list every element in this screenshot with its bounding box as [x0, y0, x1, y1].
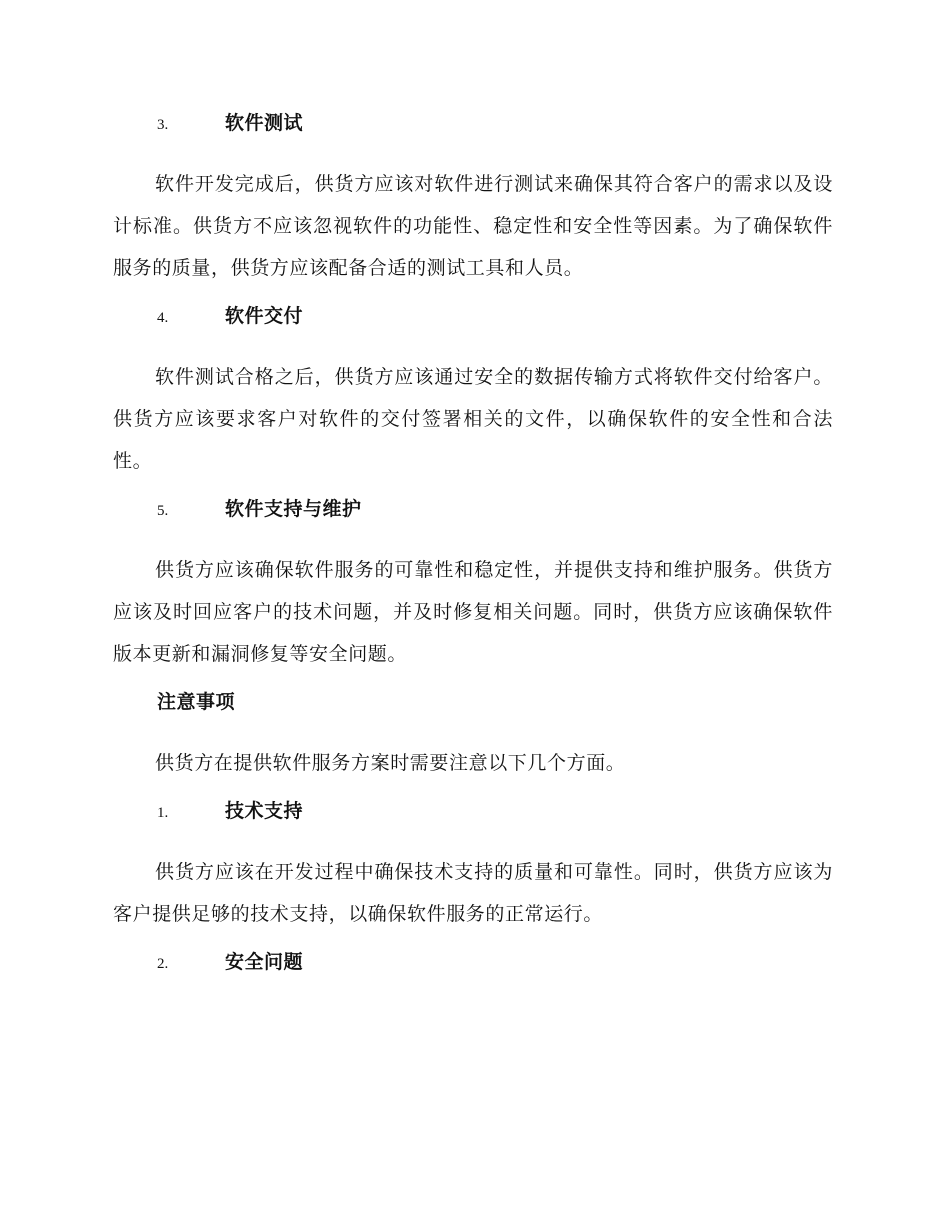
section-title: 软件支持与维护: [225, 498, 362, 520]
note-paragraph-technical-support: 供货方应该在开发过程中确保技术支持的质量和可靠性。同时，供货方应该为客户提供足够的技术支持，以确保软件服务的正常运行。: [113, 861, 833, 925]
section-paragraph-software-testing: 软件开发完成后，供货方应该对软件进行测试来确保其符合客户的需求以及设计标准。供货方不应该忽视软件的功能性、稳定性和安全性等因素。为了确保软件服务的质量，供货方应该配备合适的测试工具和人员。: [113, 173, 833, 279]
section-paragraph-software-delivery: 软件测试合格之后，供货方应该通过安全的数据传输方式将软件交付给客户。供货方应该要求客户对软件的交付签署相关的文件，以确保软件的安全性和合法性。: [113, 366, 833, 472]
section-paragraph-support-maintenance: 供货方应该确保软件服务的可靠性和稳定性，并提供支持和维护服务。供货方应该及时回应客户的技术问题，并及时修复相关问题。同时，供货方应该确保软件版本更新和漏洞修复等安全问题。: [113, 559, 833, 665]
section-heading-software-testing: [113, 108, 833, 146]
section-heading-support-maintenance: [113, 494, 833, 532]
document-content: [113, 108, 833, 1002]
notes-intro-paragraph: 供货方在提供软件服务方案时需要注意以下几个方面。: [155, 752, 626, 774]
section-number: 3.: [157, 117, 169, 133]
note-title: 安全问题: [225, 951, 304, 973]
notes-title: 注意事项: [157, 691, 236, 713]
section-title: 软件交付: [225, 305, 304, 327]
section-number: 5.: [157, 503, 169, 519]
notes-heading: [113, 687, 833, 725]
note-heading-security-issues: [113, 947, 833, 985]
section-title: 软件测试: [225, 112, 304, 134]
note-title: 技术支持: [225, 800, 304, 822]
note-number: 1.: [157, 805, 169, 821]
section-number: 4.: [157, 310, 169, 326]
note-heading-technical-support: [113, 796, 833, 834]
note-number: 2.: [157, 956, 169, 972]
section-heading-software-delivery: [113, 301, 833, 339]
